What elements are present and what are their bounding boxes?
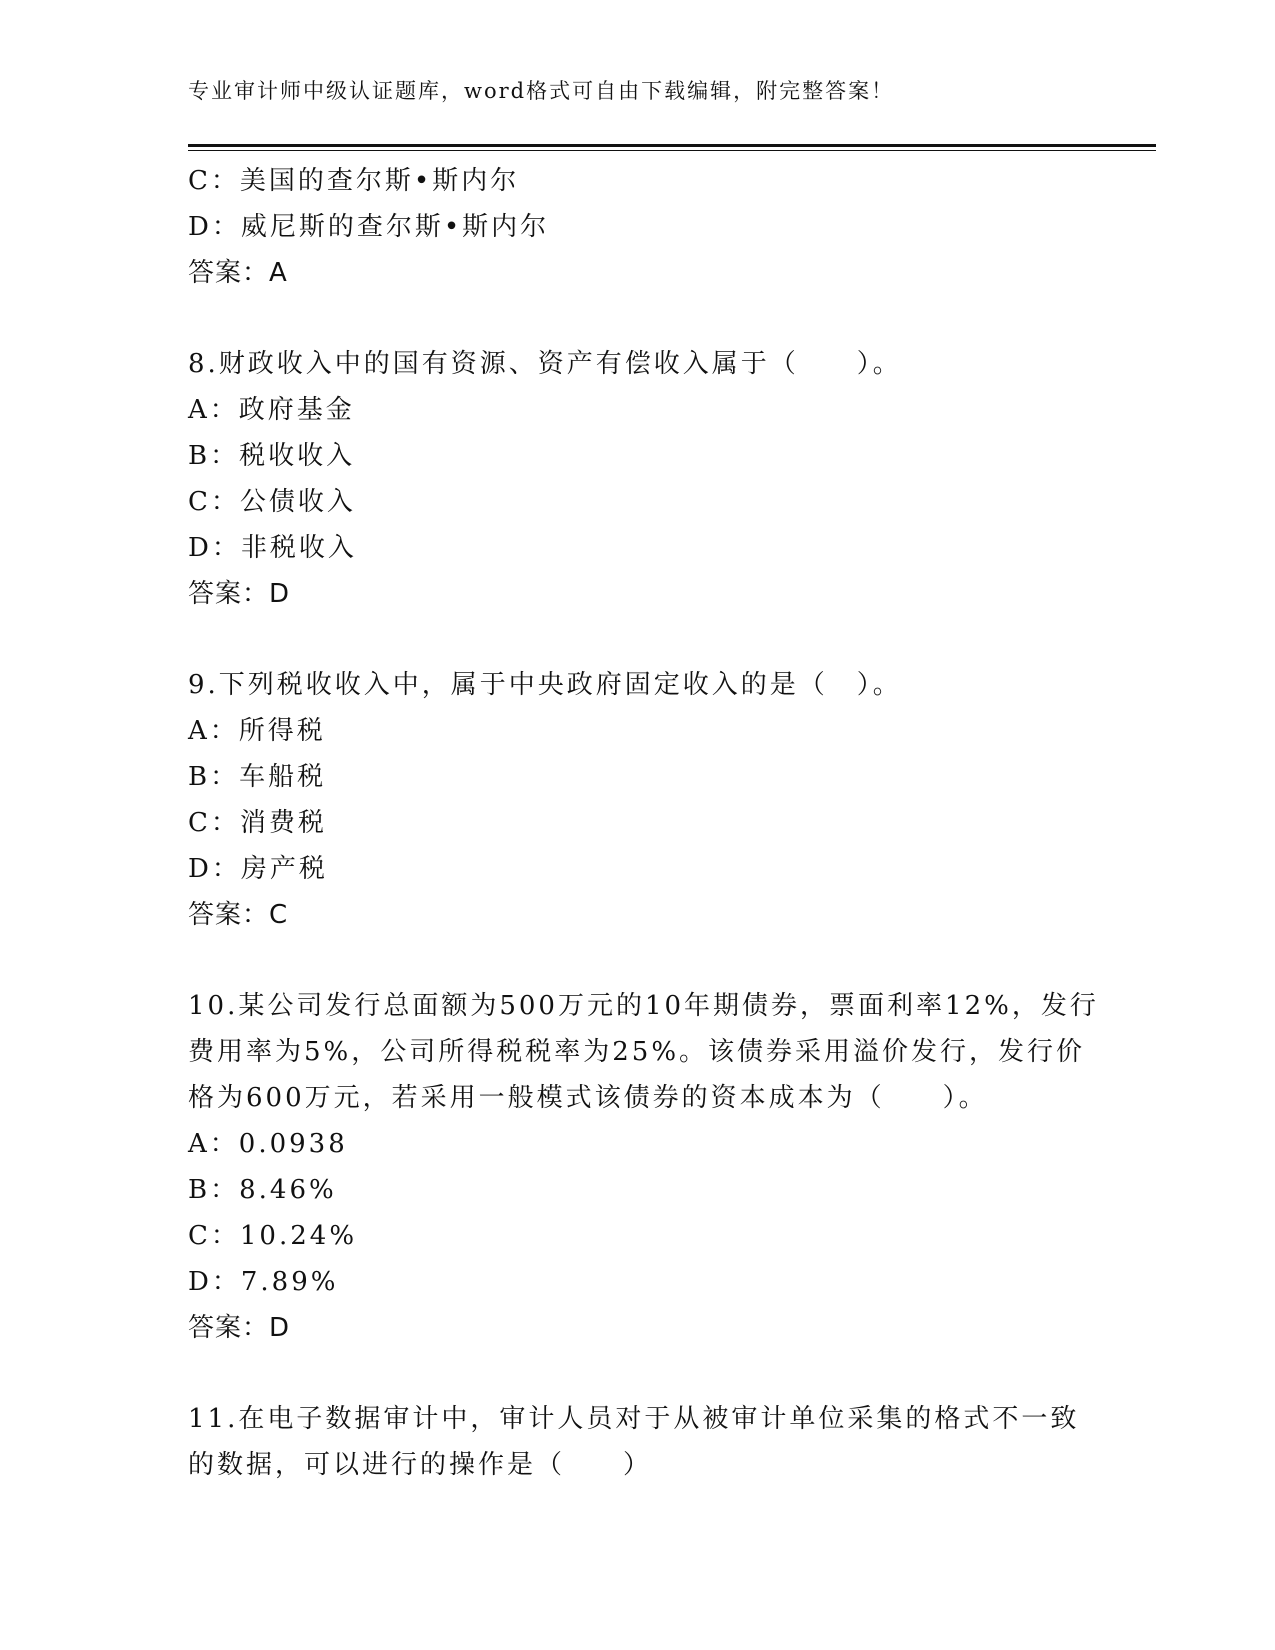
q10-answer: 答案：D: [188, 1313, 291, 1343]
q10-stem-line-3: 格为600万元，若采用一般模式该债券的资本成本为（ ）。: [188, 1083, 988, 1113]
q8-option-b: B：税收收入: [188, 441, 356, 471]
q10-option-d: D：7.89%: [188, 1267, 339, 1297]
question-11: [188, 1396, 1088, 1488]
q9-answer: 答案：C: [188, 900, 289, 930]
q8-option-a: A：政府基金: [188, 395, 355, 425]
question-9: [188, 662, 1088, 938]
q8-answer: 答案：D: [188, 579, 291, 609]
q10-option-a: A：0.0938: [188, 1129, 348, 1159]
question-10: [188, 983, 1099, 1351]
page-header-text: 专业审计师中级认证题库，word格式可自由下载编辑，附完整答案！: [188, 79, 895, 103]
q7-option-d: D：威尼斯的查尔斯•斯内尔: [188, 212, 550, 242]
q8-option-d: D：非税收入: [188, 533, 357, 563]
question-content: [188, 158, 1099, 1488]
q10-stem-line-2: 费用率为5%，公司所得税税率为25%。该债券采用溢价发行，发行价: [188, 1037, 1086, 1067]
q10-option-c: C：10.24%: [188, 1221, 358, 1251]
q7-answer: 答案：A: [188, 258, 288, 288]
q9-option-c: C：消费税: [188, 808, 327, 838]
q9-option-b: B：车船税: [188, 762, 327, 792]
spacer: [188, 617, 1088, 662]
q11-stem-line-2: 的数据，可以进行的操作是（ ）: [188, 1450, 653, 1480]
q11-stem-line-1: 11.在电子数据审计中，审计人员对于从被审计单位采集的格式不一致: [188, 1404, 1080, 1434]
question-7: [188, 158, 1088, 296]
q9-stem: 9.下列税收收入中，属于中央政府固定收入的是（ ）。: [188, 670, 902, 700]
q10-stem-line-1: 10.某公司发行总面额为500万元的10年期债券，票面利率12%，发行: [188, 991, 1099, 1021]
q9-option-a: A：所得税: [188, 716, 326, 746]
question-8: [188, 341, 1088, 617]
q7-option-c: C：美国的查尔斯•斯内尔: [188, 166, 520, 196]
spacer: [188, 938, 1088, 983]
spacer: [188, 296, 1088, 341]
q8-stem: 8.财政收入中的国有资源、资产有偿收入属于（ ）。: [188, 349, 902, 379]
header-rule-thin: [188, 150, 1156, 151]
q9-option-d: D：房产税: [188, 854, 328, 884]
spacer: [188, 1351, 1088, 1396]
header-rule-thick: [188, 144, 1156, 147]
q10-option-b: B：8.46%: [188, 1175, 337, 1205]
q8-option-c: C：公债收入: [188, 487, 356, 517]
